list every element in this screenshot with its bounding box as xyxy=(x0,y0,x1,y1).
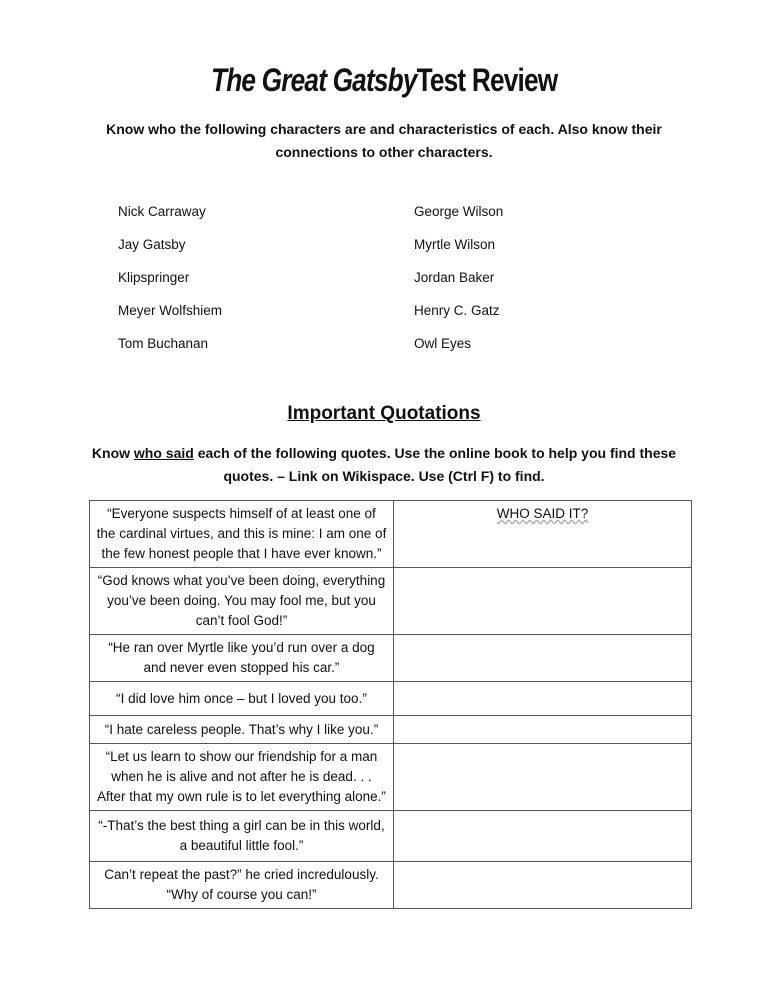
table-row xyxy=(90,568,692,635)
quotations-heading: Important Quotations xyxy=(287,403,481,424)
quote-cell: Can’t repeat the past?” he cried incredulously. “Why of course you can!” xyxy=(90,862,394,909)
table-row xyxy=(90,501,692,568)
title-rest: Test Review xyxy=(416,62,558,98)
character-name: Klipspringer xyxy=(118,270,190,285)
quote-cell: “I did love him once – but I loved you too.” xyxy=(90,682,394,716)
answer-cell[interactable] xyxy=(394,682,692,716)
instruction-line xyxy=(80,442,688,465)
answer-header: WHO SAID IT? xyxy=(496,506,589,521)
character-name: Meyer Wolfshiem xyxy=(118,303,223,318)
answer-cell[interactable] xyxy=(394,635,692,682)
instruction-line: connections to other characters. xyxy=(275,144,493,160)
answer-cell[interactable] xyxy=(394,811,692,862)
table-row xyxy=(90,682,692,716)
table-row xyxy=(90,862,692,909)
quotations-table xyxy=(89,500,692,909)
answer-cell[interactable] xyxy=(394,501,692,568)
answer-cell[interactable] xyxy=(394,568,692,635)
table-row xyxy=(90,811,692,862)
instruction-underlined: who said xyxy=(133,445,194,461)
quote-cell: “He ran over Myrtle like you’d run over a dog and never even stopped his car.” xyxy=(90,635,394,682)
table-row xyxy=(90,716,692,744)
table-row xyxy=(90,744,692,811)
quotations-instructions xyxy=(80,442,688,488)
instruction-text: Know xyxy=(91,445,134,461)
answer-cell[interactable] xyxy=(394,744,692,811)
quote-cell: “Let us learn to show our friendship for a man when he is alive and not after he is dead. . . After that my own rule is to let everything alone.” xyxy=(90,744,394,811)
instruction-line: Know who the following characters are and characteristics of each. Also know their xyxy=(106,121,662,137)
instruction-line: quotes. – Link on Wikispace. Use (Ctrl F) to find. xyxy=(223,468,545,484)
answer-cell[interactable] xyxy=(394,716,692,744)
character-name: Tom Buchanan xyxy=(118,336,209,351)
instruction-text: each of the following quotes. Use the online book to help you find these xyxy=(193,445,677,461)
quote-cell: “-That’s the best thing a girl can be in this world, a beautiful little fool.” xyxy=(90,811,394,862)
character-name: Owl Eyes xyxy=(414,336,472,351)
character-name: Henry C. Gatz xyxy=(414,303,500,318)
character-name: Nick Carraway xyxy=(118,204,206,219)
answer-cell[interactable] xyxy=(394,862,692,909)
characters-instructions xyxy=(100,118,668,164)
character-name: Jay Gatsby xyxy=(118,237,186,252)
quote-cell: “God knows what you’ve been doing, everything you’ve been doing. You may fool me, but you can’t fool God!” xyxy=(90,568,394,635)
quote-cell: “I hate careless people. That’s why I like you.” xyxy=(90,716,394,744)
page-title xyxy=(0,62,768,99)
title-book-name: The Great Gatsby xyxy=(210,62,417,98)
quote-cell: “Everyone suspects himself of at least one of the cardinal virtues, and this is mine: I am one of the few honest people that I have ever known.” xyxy=(90,501,394,568)
character-name: George Wilson xyxy=(414,204,504,219)
character-name: Jordan Baker xyxy=(414,270,495,285)
character-name: Myrtle Wilson xyxy=(414,237,496,252)
table-row xyxy=(90,635,692,682)
